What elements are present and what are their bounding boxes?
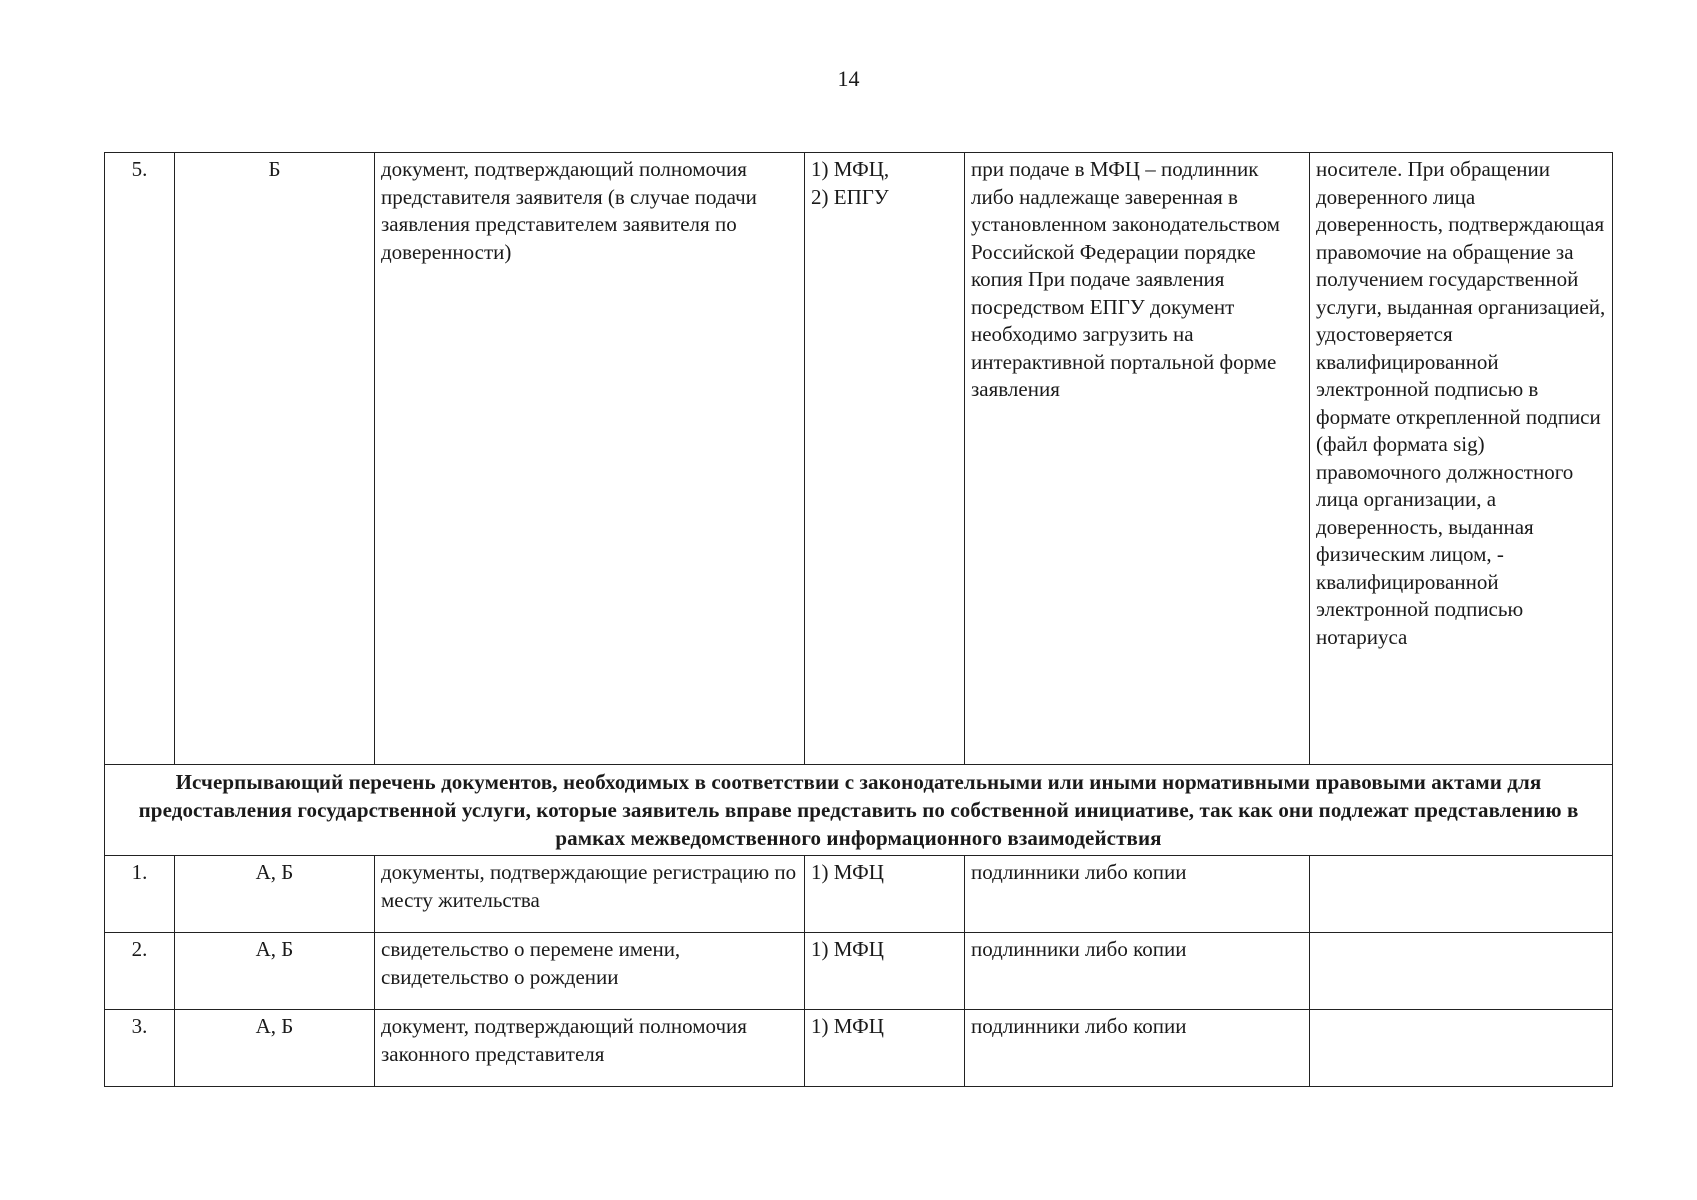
submission-channel: 1) МФЦ bbox=[805, 1010, 965, 1087]
submission-channel: 1) МФЦ bbox=[805, 933, 965, 1010]
table-row bbox=[105, 153, 1613, 765]
row-number: 3. bbox=[105, 1010, 175, 1087]
section-row bbox=[105, 765, 1613, 856]
applicant-category: А, Б bbox=[175, 856, 375, 933]
document-name: документ, подтверждающий полномочия представителя заявителя (в случае подачи заявления представителем заявителя по доверенности) bbox=[375, 153, 805, 765]
submission-channels bbox=[805, 153, 965, 765]
document-requirements: подлинники либо копии bbox=[965, 933, 1310, 1010]
document-name: документы, подтверждающие регистрацию по месту жительства bbox=[375, 856, 805, 933]
document-name: свидетельство о перемене имени, свидетельство о рождении bbox=[375, 933, 805, 1010]
submission-channel: 1) МФЦ bbox=[805, 856, 965, 933]
document-notes bbox=[1310, 856, 1613, 933]
table-row bbox=[105, 1010, 1613, 1087]
row-number: 2. bbox=[105, 933, 175, 1010]
table-row bbox=[105, 933, 1613, 1010]
channel-item: 1) МФЦ, bbox=[811, 157, 890, 181]
documents-table bbox=[104, 152, 1613, 1087]
applicant-category: Б bbox=[175, 153, 375, 765]
applicant-category: А, Б bbox=[175, 1010, 375, 1087]
document-requirements: подлинники либо копии bbox=[965, 1010, 1310, 1087]
document-name: документ, подтверждающий полномочия законного представителя bbox=[375, 1010, 805, 1087]
document-requirements: при подаче в МФЦ – подлинник либо надлежаще заверенная в установленном законодательством Российской Федерации порядке копия При подаче заявления посредством ЕПГУ документ необходимо загрузить на интерактивной портальной форме заявления bbox=[965, 153, 1310, 765]
document-notes: носителе. При обращении доверенного лица доверенность, подтверждающая правомочие на обращение за получением государственной услуги, выданная организацией, удостоверяется квалифицированной электронной подписью в формате открепленной подписи (файл формата sig) правомочного должностного лица организации, а доверенность, выданная физическим лицом, - квалифицированной электронной подписью нотариуса bbox=[1310, 153, 1613, 765]
table-row bbox=[105, 856, 1613, 933]
row-number: 1. bbox=[105, 856, 175, 933]
channel-item: 2) ЕПГУ bbox=[811, 184, 889, 209]
document-requirements: подлинники либо копии bbox=[965, 856, 1310, 933]
section-heading: Исчерпывающий перечень документов, необходимых в соответствии с законодательными или иными нормативными правовыми актами для предоставления государственной услуги, которые заявитель вправе представить по собственной инициативе, так как они подлежат представлению в рамках межведомственного информационного взаимодействия bbox=[105, 765, 1613, 856]
applicant-category: А, Б bbox=[175, 933, 375, 1010]
page-number: 14 bbox=[837, 66, 860, 91]
row-number: 5. bbox=[105, 153, 175, 765]
document-notes bbox=[1310, 1010, 1613, 1087]
document-notes bbox=[1310, 933, 1613, 1010]
